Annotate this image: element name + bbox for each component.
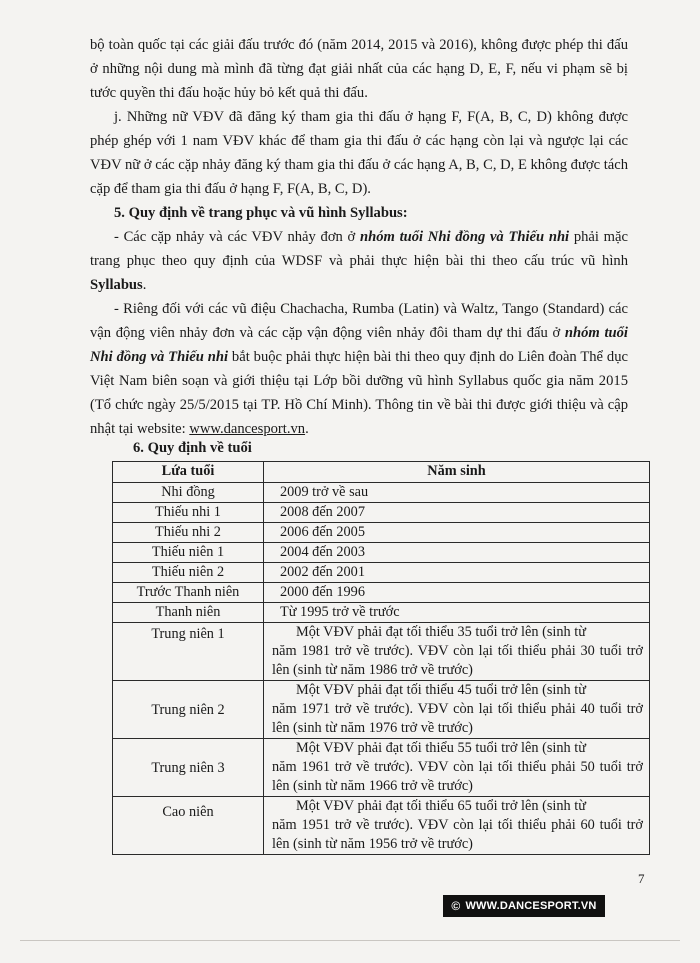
age-group-cell: Trung niên 2	[113, 681, 264, 739]
table-row	[113, 503, 650, 523]
table-row	[113, 681, 650, 739]
syllabus-emphasis: Syllabus	[90, 277, 143, 293]
age-rule-cell: Một VĐV phải đạt tối thiểu 65 tuổi trở lên (sinh từ năm 1951 trở về trước). VĐV còn lại tối thiểu phải 60 tuổi trở lên (sinh từ năm 1956 trở về trước)	[264, 797, 650, 855]
paragraph-continuation: bộ toàn quốc tại các giải đấu trước đó (năm 2014, 2015 và 2016), không được phép thi đấu ở những nội dung mà mình đã từng đạt giải nhất của các hạng D, E, F, nếu vi phạm sẽ bị tước quyền thi đấu hoặc hủy bỏ kết quả thi đấu.	[90, 37, 628, 101]
birth-year-cell: 2009 trở về sau	[264, 483, 650, 503]
age-rule-cell: Một VĐV phải đạt tối thiểu 35 tuổi trở lên (sinh từ năm 1981 trở về trước). VĐV còn lại tối thiểu phải 30 tuổi trở lên (sinh từ năm 1986 trở về trước)	[264, 623, 650, 681]
table-row	[113, 739, 650, 797]
age-group-cell: Trung niên 3	[113, 739, 264, 797]
age-group-cell: Thiếu nhi 2	[113, 523, 264, 543]
table-row	[113, 797, 650, 855]
page-number: 7	[638, 871, 645, 886]
age-rule-cell: Một VĐV phải đạt tối thiểu 55 tuổi trở lên (sinh từ năm 1961 trở về trước). VĐV còn lại tối thiểu phải 50 tuổi trở lên (sinh từ năm 1966 trở về trước)	[264, 739, 650, 797]
age-group-cell: Cao niên	[113, 797, 264, 855]
section-5-title: 5. Quy định về trang phục và vũ hình Syllabus:	[114, 205, 408, 221]
table-row	[113, 583, 650, 603]
age-table	[112, 461, 650, 855]
birth-year-cell: 2006 đến 2005	[264, 523, 650, 543]
table-row	[113, 483, 650, 503]
section-5-paragraph-2: - Riêng đối với các vũ điệu Chachacha, Rumba (Latin) và Waltz, Tango (Standard) các vận động viên nhảy đơn và các cặp vận động viên nhảy đôi tham dự thi đấu ở nhóm tuổi Nhi đồng và Thiếu nhi bắt buộc phải thực hiện bài thi theo quy định do Liên đoàn Thể dục Việt Nam biên soạn và giới thiệu tại Lớp bồi dưỡng vũ hình Syllabus quốc gia năm 2015 (Tổ chức ngày 25/5/2015 tại TP. Hồ Chí Minh). Thông tin về bài thi được giới thiệu và cập nhật tại website: www.dancesport.vn.	[90, 301, 628, 437]
age-group-emphasis: nhóm tuổi Nhi đồng và Thiếu nhi	[359, 229, 570, 245]
age-group-cell: Thanh niên	[113, 603, 264, 623]
age-group-cell: Thiếu nhi 1	[113, 503, 264, 523]
age-group-cell: Thiếu niên 1	[113, 543, 264, 563]
birth-year-cell: Từ 1995 trở về trước	[264, 603, 650, 623]
section-5	[90, 201, 628, 441]
section-5-paragraph-1: - Các cặp nhảy và các VĐV nhảy đơn ở nhóm tuổi Nhi đồng và Thiếu nhi phải mặc trang phục theo quy định của WDSF và phải thực hiện bài thi theo cấu trúc vũ hình Syllabus.	[90, 229, 628, 293]
copyright-icon: ©	[451, 899, 461, 913]
age-group-cell: Trước Thanh niên	[113, 583, 264, 603]
top-paragraphs	[90, 33, 628, 201]
age-rule-cell: Một VĐV phải đạt tối thiểu 45 tuổi trở lên (sinh từ năm 1971 trở về trước). VĐV còn lại tối thiểu phải 40 tuổi trở lên (sinh từ năm 1976 trở về trước)	[264, 681, 650, 739]
table-row	[113, 623, 650, 681]
age-group-emphasis: nhóm tuổi Nhi đồng và Thiếu nhi	[90, 325, 628, 365]
table-row	[113, 563, 650, 583]
section-6-title: 6. Quy định về tuổi	[133, 440, 252, 456]
table-row	[113, 543, 650, 563]
page-bottom-edge	[20, 940, 680, 941]
table-row	[113, 603, 650, 623]
age-group-cell: Thiếu niên 2	[113, 563, 264, 583]
table-header-row	[113, 462, 650, 483]
birth-year-cell: 2002 đến 2001	[264, 563, 650, 583]
watermark-text: WWW.DANCESPORT.VN	[465, 900, 597, 912]
column-header-age-group: Lứa tuổi	[113, 462, 264, 483]
website-link[interactable]: www.dancesport.vn	[189, 421, 306, 437]
column-header-birth-year: Năm sinh	[264, 462, 650, 483]
age-group-cell: Trung niên 1	[113, 623, 264, 681]
birth-year-cell: 2008 đến 2007	[264, 503, 650, 523]
dancesport-watermark	[443, 895, 605, 917]
age-group-cell: Nhi đồng	[113, 483, 264, 503]
birth-year-cell: 2000 đến 1996	[264, 583, 650, 603]
table-row	[113, 523, 650, 543]
paragraph-item-j: j. Những nữ VĐV đã đăng ký tham gia thi đấu ở hạng F, F(A, B, C, D) không được phép ghép với 1 nam VĐV khác để tham gia thi đấu ở các hạng còn lại và ngược lại các VĐV nữ ở các cặp nhảy đăng ký tham gia thi đấu ở các hạng A, B, C, D, E không được tách cặp để tham gia thi đấu ở hạng F, F(A, B, C, D).	[90, 109, 629, 197]
birth-year-cell: 2004 đến 2003	[264, 543, 650, 563]
